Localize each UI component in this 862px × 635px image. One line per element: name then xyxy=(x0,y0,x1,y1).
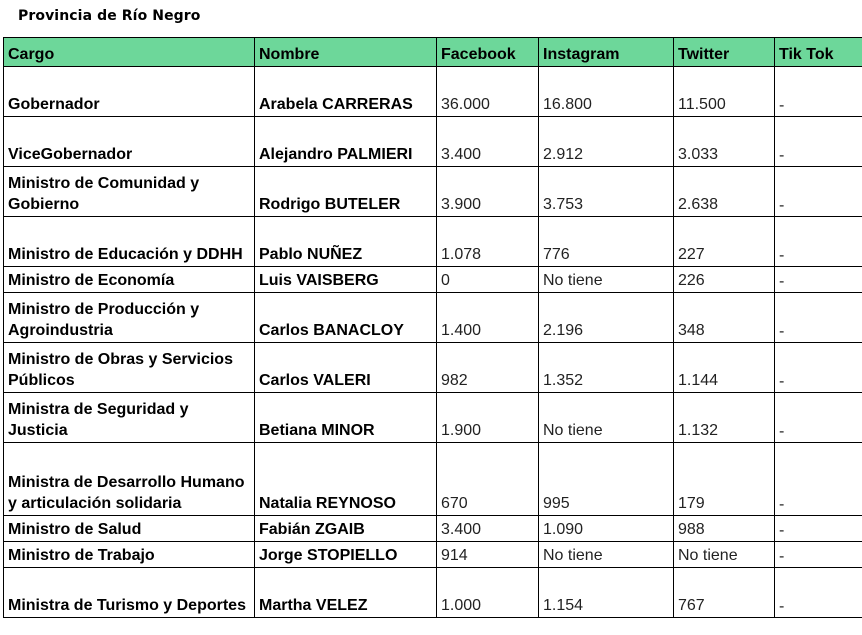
table-row xyxy=(4,343,862,393)
table-caption: Provincia de Río Negro xyxy=(18,8,201,24)
cell-instagram: 776 xyxy=(539,217,674,267)
cell-twitter: 767 xyxy=(674,568,775,618)
header-nombre: Nombre xyxy=(255,38,437,67)
cell-twitter: 1.132 xyxy=(674,393,775,443)
cell-nombre: Arabela CARRERAS xyxy=(255,67,437,117)
cell-tiktok: - xyxy=(775,217,862,267)
cell-instagram: 2.912 xyxy=(539,117,674,167)
table-row xyxy=(4,516,862,542)
cell-cargo: Ministra de Turismo y Deportes xyxy=(4,568,255,618)
cell-instagram: No tiene xyxy=(539,542,674,568)
table-row xyxy=(4,293,862,343)
cell-tiktok: - xyxy=(775,117,862,167)
cell-cargo: Ministro de Trabajo xyxy=(4,542,255,568)
cell-facebook: 914 xyxy=(437,542,539,568)
table-row xyxy=(4,117,862,167)
cell-twitter: 179 xyxy=(674,443,775,516)
cell-twitter: 988 xyxy=(674,516,775,542)
cell-instagram: 995 xyxy=(539,443,674,516)
table-row xyxy=(4,217,862,267)
cell-facebook: 1.900 xyxy=(437,393,539,443)
table-row xyxy=(4,443,862,516)
cell-tiktok: - xyxy=(775,343,862,393)
cell-facebook: 1.400 xyxy=(437,293,539,343)
cell-cargo: Ministro de Salud xyxy=(4,516,255,542)
cell-facebook: 36.000 xyxy=(437,67,539,117)
officials-social-media-table xyxy=(3,37,862,618)
cell-tiktok: - xyxy=(775,167,862,217)
header-facebook: Facebook xyxy=(437,38,539,67)
cell-facebook: 670 xyxy=(437,443,539,516)
table-row xyxy=(4,267,862,293)
cell-cargo: Gobernador xyxy=(4,67,255,117)
cell-facebook: 1.078 xyxy=(437,217,539,267)
cell-instagram: 2.196 xyxy=(539,293,674,343)
cell-instagram: 1.154 xyxy=(539,568,674,618)
cell-cargo: Ministro de Producción y Agroindustria xyxy=(4,293,255,343)
cell-nombre: Betiana MINOR xyxy=(255,393,437,443)
cell-nombre: Carlos BANACLOY xyxy=(255,293,437,343)
cell-cargo: ViceGobernador xyxy=(4,117,255,167)
cell-instagram: 1.090 xyxy=(539,516,674,542)
cell-nombre: Jorge STOPIELLO xyxy=(255,542,437,568)
cell-tiktok: - xyxy=(775,67,862,117)
cell-nombre: Rodrigo BUTELER xyxy=(255,167,437,217)
cell-nombre: Martha VELEZ xyxy=(255,568,437,618)
cell-tiktok: - xyxy=(775,267,862,293)
table-row xyxy=(4,167,862,217)
cell-twitter: 226 xyxy=(674,267,775,293)
cell-cargo: Ministra de Desarrollo Humano y articulación solidaria xyxy=(4,443,255,516)
cell-instagram: 16.800 xyxy=(539,67,674,117)
cell-facebook: 982 xyxy=(437,343,539,393)
cell-nombre: Natalia REYNOSO xyxy=(255,443,437,516)
cell-twitter: 227 xyxy=(674,217,775,267)
cell-instagram: 1.352 xyxy=(539,343,674,393)
cell-instagram: No tiene xyxy=(539,393,674,443)
cell-instagram: 3.753 xyxy=(539,167,674,217)
header-instagram: Instagram xyxy=(539,38,674,67)
table-row xyxy=(4,67,862,117)
cell-tiktok: - xyxy=(775,516,862,542)
cell-facebook: 0 xyxy=(437,267,539,293)
cell-twitter: No tiene xyxy=(674,542,775,568)
cell-tiktok: - xyxy=(775,443,862,516)
cell-facebook: 3.900 xyxy=(437,167,539,217)
cell-cargo: Ministro de Obras y Servicios Públicos xyxy=(4,343,255,393)
cell-tiktok: - xyxy=(775,568,862,618)
cell-twitter: 2.638 xyxy=(674,167,775,217)
table-row xyxy=(4,568,862,618)
cell-twitter: 348 xyxy=(674,293,775,343)
header-cargo: Cargo xyxy=(4,38,255,67)
cell-nombre: Alejandro PALMIERI xyxy=(255,117,437,167)
cell-twitter: 11.500 xyxy=(674,67,775,117)
cell-twitter: 3.033 xyxy=(674,117,775,167)
cell-tiktok: - xyxy=(775,393,862,443)
cell-tiktok: - xyxy=(775,542,862,568)
cell-cargo: Ministro de Educación y DDHH xyxy=(4,217,255,267)
cell-nombre: Carlos VALERI xyxy=(255,343,437,393)
header-tiktok: Tik Tok xyxy=(775,38,862,67)
header-twitter: Twitter xyxy=(674,38,775,67)
cell-cargo: Ministra de Seguridad y Justicia xyxy=(4,393,255,443)
cell-instagram: No tiene xyxy=(539,267,674,293)
cell-facebook: 3.400 xyxy=(437,117,539,167)
cell-nombre: Luis VAISBERG xyxy=(255,267,437,293)
cell-cargo: Ministro de Economía xyxy=(4,267,255,293)
cell-nombre: Fabián ZGAIB xyxy=(255,516,437,542)
table-row xyxy=(4,542,862,568)
cell-nombre: Pablo NUÑEZ xyxy=(255,217,437,267)
cell-facebook: 1.000 xyxy=(437,568,539,618)
header-row xyxy=(4,38,862,67)
table-row xyxy=(4,393,862,443)
cell-cargo: Ministro de Comunidad y Gobierno xyxy=(4,167,255,217)
cell-facebook: 3.400 xyxy=(437,516,539,542)
cell-tiktok: - xyxy=(775,293,862,343)
cell-twitter: 1.144 xyxy=(674,343,775,393)
